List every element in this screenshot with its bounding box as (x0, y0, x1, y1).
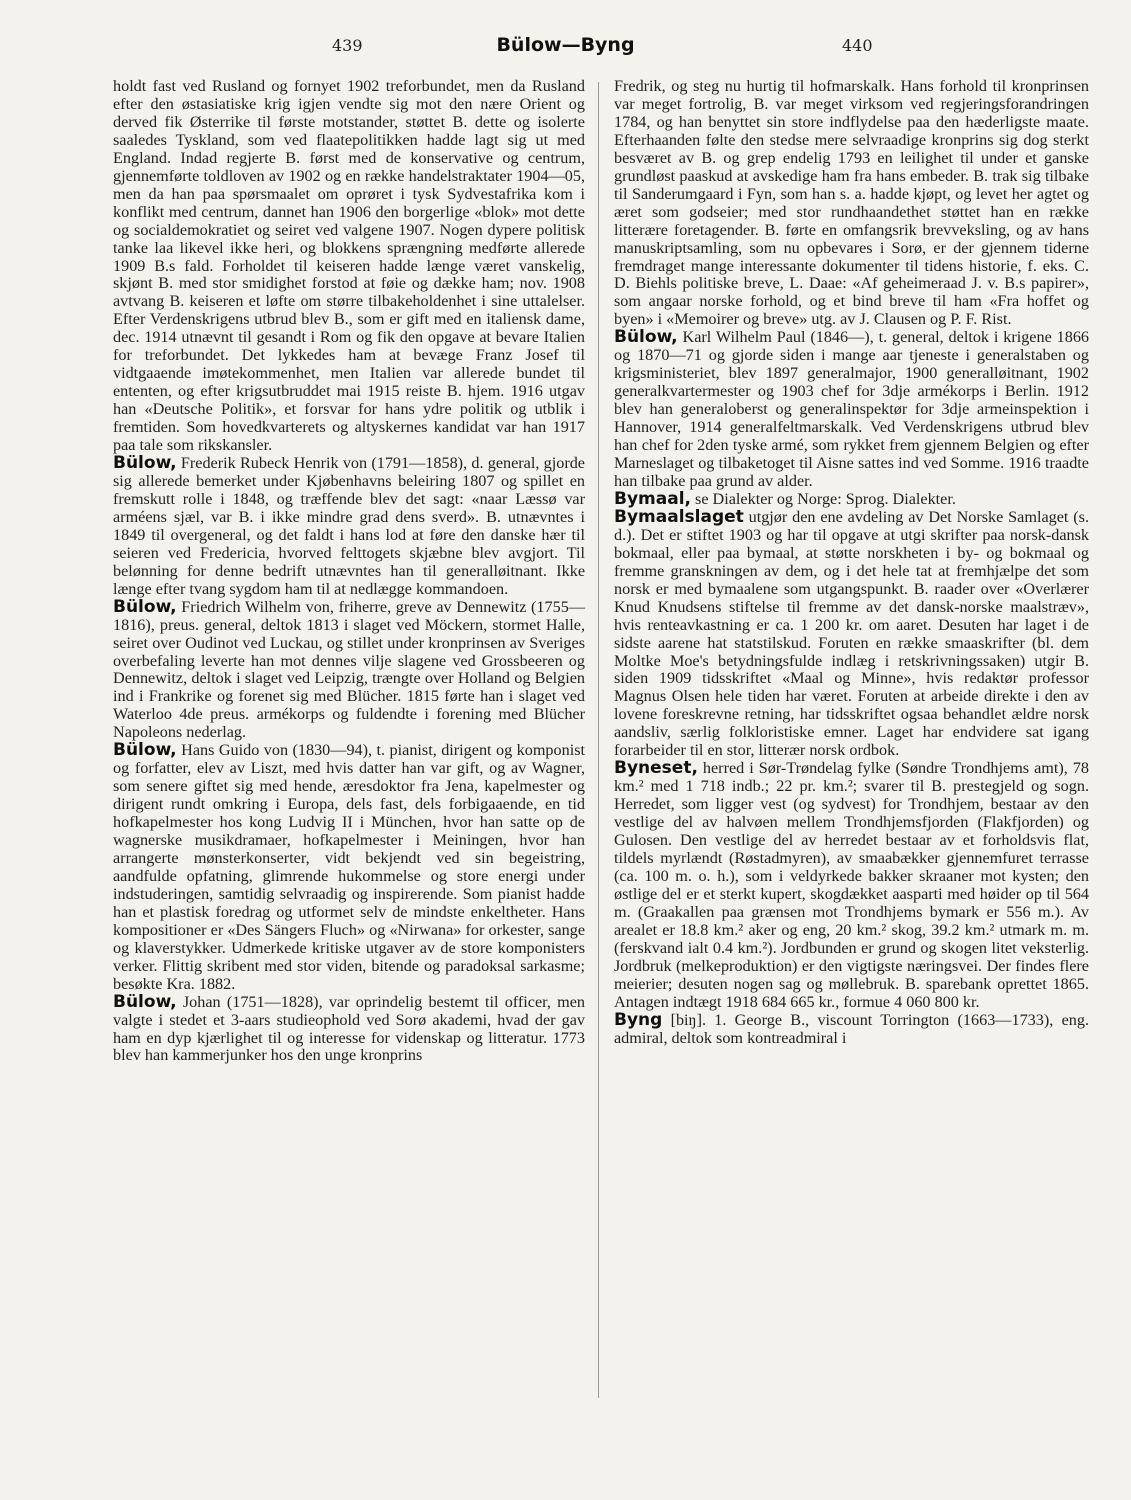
entry-headword: Bülow, (614, 327, 678, 348)
entry-text: Hans Guido von (1830—94), t. pianist, dirigent og komponist og forfatter, elev av Liszt, med hvis datter han var gift, og av Wagner, som senere giftet sig med hende, æresdoktor fra Jena, kapelmester og dirigent rundt omkring i Europa, dels fast, dels forbigaaende, en tid hofkapelmester hos kong Ludvig II i München, hvor han satte op de wagnerske musikdramaer, hofkapelmester i Meiningen, hvor han arrangerte mønsterkonserter, vidt bekjendt ved sin begeistring, aandfulde opfatning, glimrende hukommelse og store energi under indstuderingen, samtidig selvraadig og inspirerende. Som pianist hadde han et plastisk foredrag og utformet selv de mindste enkeltheter. Hans kompositioner er «Des Sängers Fluch» og «Nirwana» for orkester, sange og klaverstykker. Udmerkede kritiske utgaver av de store komponisters verker. Flittig skribent med stor viden, bitende og paradoksal sarkasme; besøkte Kra. 1882. (113, 741, 586, 993)
entry-bulow-frederik (113, 455, 585, 599)
entry-headword: Bymaal, (614, 488, 691, 509)
left-column (113, 78, 585, 1065)
page-number-right: 440 (842, 36, 873, 55)
entry-bymaalslaget (614, 506, 1089, 760)
entry-bulow-friedrich (113, 596, 585, 743)
running-title: Bülow—Byng (496, 34, 635, 56)
entry-bulow-johan (113, 991, 586, 1066)
entry-continuation (614, 78, 1089, 329)
entry-headword: Bülow, (113, 453, 177, 474)
right-column (614, 78, 1089, 1047)
entry-headword: Bülow, (113, 991, 177, 1012)
entry-continuation (113, 78, 585, 455)
column-divider (598, 82, 599, 1398)
entry-text: Friedrich Wilhelm von, friherre, greve av Dennewitz (1755—1816), preus. general, deltok 1813 i slaget ved Möckern, stormet Halle, seiret over Oudinot ved Luckau, og stillet under kronprinsen av Sveriges overbefaling leverte han mot dennes vilje slagene ved Grossbeeren og Dennewitz, deltok i slaget ved Leipzig, trængte over Holland og Belgien ind i Frankrike og forenet sig med Blücher. 1815 førte han i slaget ved Waterloo 4de preus. armékorps og fuldendte i forening med Blücher Napoleons nederlag. (113, 597, 585, 742)
entry-text: holdt fast ved Rusland og fornyet 1902 treforbundet, men da Rusland efter den østasiatiske krig igjen vendte sig mot den nære Orient og derved fik Østerrike til første motstander, støttet B. dette og isolerte saaledes Tyskland, som ved flaatepolitikken hadde lagt sig ut med England. Indad regjerte B. først med de konservative og centrum, gjennemførte toldloven av 1902 og en række handelstraktater 1904—05, men da han paa spørsmaalet om oprøret i tysk Sydvestafrika kom i konflikt med centrum, dannet han 1906 den borgerlige «blok» mot dette og socialdemokratiet og seiret ved valgene 1907. Nogen dypere politisk tanke laa likevel ikke heri, og blokkens sprængning medførte allerede 1909 B.s fald. Forholdet til keiseren hadde længe været vanskelig, skjønt B. med stor smidighet forstod at føie og dække ham; nov. 1908 avtvang B. keiseren et løfte om større tilbakeholdenhet i sine uttalelser. Efter Verdenskrigens utbrud blev B., som er gift med en italiensk dame, dec. 1914 utnævnt til gesandt i Rom og fik den opgave at bevare Italien for treforbundet. Det lykkedes ham at bevæge Franz Josef til vidtgaaende imøtekommenhet, men Italien var allerede bundet til ententen, og efter krigsutbruddet mai 1915 reiste B. hjem. 1916 utgav han «Deutsche Politik», et forsvar for hans ydre politik og utblik i fremtiden. Som hovedkvarterets og altyskernes kandidat var han 1917 paa tale som rikskansler. (113, 77, 585, 455)
page-header (0, 36, 1131, 66)
entry-byneset (614, 760, 1089, 1011)
entry-headword: Bülow, (113, 596, 177, 617)
entry-text: Frederik Rubeck Henrik von (1791—1858), d. general, gjorde sig allerede bemerket under Kjøbenhavns beleiring 1807 og spillet en fremskutt rolle i 1848, og træffende blev det sagt: «naar Læssø var arméens sjæl, var B. i ikke mindre grad dens sverd». B. utnævntes i 1849 til overgeneral, og det faldt i hans lod at føre den danske hær til seieren ved Fredericia, hvorved felttogets skjæbne blev avgjort. Til belønning for denne bedrift utnævntes han til generalløitnant. Ikke længe efter tvang sygdom ham til at nedlægge kommandoen. (113, 454, 585, 598)
entry-text: [biŋ]. 1. George B., viscount Torrington (1663—1733), eng. admiral, deltok som kontreadmiral i (614, 1010, 1089, 1047)
entry-text: Johan (1751—1828), var oprindelig bestemt til officer, men valgte i stedet et 3-aars studieophold ved Sorø akademi, hvad der gav ham en dyp kjærlighet til og interesse for videnskap og litteratur. 1773 blev han kammerjunker hos den unge kronprins (113, 992, 586, 1065)
entry-bulow-hans (113, 742, 585, 993)
page-number-left: 439 (332, 36, 363, 55)
entry-text: Karl Wilhelm Paul (1846—), t. general, deltok i krigene 1866 og 1870—71 og gjorde siden i mange aar tjeneste i generalstaben og krigsministeriet, blev 1897 generalmajor, 1900 generalløitnant, 1902 generalkvartermester og 1903 chef for 3dje armékorps i Berlin. 1912 blev han generaloberst og generalinspektør for 3dje armeinspektion i Hannover, 1914 generalfeltmarskalk. Ved Verdenskrigens utbrud blev han chef for 2den tyske armé, som rykket frem gjennem Belgien og efter Marneslaget og tilbaketoget til Aisne sattes ind ved Somme. 1916 traadte han tilbake paa grund av alder. (614, 328, 1090, 490)
entry-text: se Dialekter og Norge: Sprog. Dialekter. (695, 489, 956, 508)
entry-headword: Byng (614, 1009, 663, 1030)
entry-headword: Byneset, (614, 758, 698, 779)
entry-bulow-karl (614, 329, 1089, 491)
entry-headword: Bymaalslaget (614, 506, 744, 527)
entry-text: Fredrik, og steg nu hurtig til hofmarskalk. Hans forhold til kronprinsen var meget fortrolig, B. var meget virksom ved regjeringsforandringen 1784, og han benyttet sin store indflydelse paa den hæderligste maate. Efterhaanden følte den stedse mere selvraadige kronprins sig dog sterkt besværet av B. og grep endelig 1793 en leilighet til under et ganske grundløst paaskud at avskedige ham fra hans embeder. B. trak sig tilbake til Sanderumgaard i Fyn, som han s. a. hadde kjøpt, og levet her agtet og æret som godseier; med stor rundhaandethet støttet han en række litterære foretagender. B. førte en omfangsrik brevveksling, og av hans manuskriptsamling, som nu opbevares i Sorø, er der gjennem tiderne fremdraget mange interessante dokumenter til tidens historie, f. eks. C. D. Biehls politiske breve, L. Daae: «Af geheimeraad J. v. B.s papirer», som angaar norske forhold, og et bind breve til ham «Fra hoffet og byen» i «Memoirer og breve» utg. av J. Clausen og P. F. Rist. (614, 77, 1089, 329)
entry-text: utgjør den ene avdeling av Det Norske Samlaget (s. d.). Det er stiftet 1903 og har til opgave at utgi skrifter paa norsk-dansk bokmaal, eller paa bymaal, at støtte norskheten i by- og bokmaal og fremme granskningen av dem, og i det hele tat at fremhjælpe det som norsk er med bymaalene som utgangspunkt. B. raader over «Overlærer Knud Knudsens stiftelse til fremme av det dansk-norske maalstræv», hvis renteavkastning er ca. 1 200 kr. om aaret. Desuten har laget i de sidste aarene hat statstilskud. Foruten en række smaaskrifter (bl. dem Moltke Moe's betydningsfulde indlæg i retskrivningssaken) utgir B. siden 1909 tidsskriftet «Maal og Minne», hvis redaktør professor Magnus Olsen hele tiden har været. Foruten at arbeide direkte i den av lovene foreskrevne retning, har tidsskriftet ogsaa behandlet ældre norsk aandsliv, særlig folkloristiske emner. Laget har endvidere sat igang forarbeider til en stor, litterær norsk ordbok. (614, 507, 1089, 760)
entry-text: herred i Sør-Trøndelag fylke (Søndre Trondhjems amt), 78 km.² med 1 718 indb.; 22 pr. km.²; svarer til B. prestegjeld og sogn. Herredet, som ligger vest (og sydvest) for Trondhjem, bestaar av den vestlige del av halvøen mellem Trondhjemsfjorden (Flakfjorden) og Gulosen. Den vestlige del av herredet bestaar av et forholdsvis flat, tildels myrlændt (Røstadmyren), av smaabækker gjennemfuret terrasse (ca. 100 m. o. h.), som i veldyrkede bakker skraaner mot kysten; den østlige del er et sterkt kupert, skogdækket aasparti med høider op til 564 m. (Graakallen paa grænsen mot Trondhjems bymark er 556 m.). Av arealet er 18.8 km.² aker og eng, 20 km.² skog, 39.2 km.² utmark m. m. (ferskvand ialt 0.4 km.²). Jordbunden er grund og skogen litet veksterlig. Jordbruk (melkeproduktion) er den vigtigste næringsvei. Der findes flere meierier; desuten nogen sag og møllebruk. B. sparebank oprettet 1865. Antagen indtægt 1918 684 665 kr., formue 4 060 800 kr. (614, 759, 1089, 1011)
entry-headword: Bülow, (113, 740, 177, 761)
entry-byng (614, 1009, 1089, 1048)
